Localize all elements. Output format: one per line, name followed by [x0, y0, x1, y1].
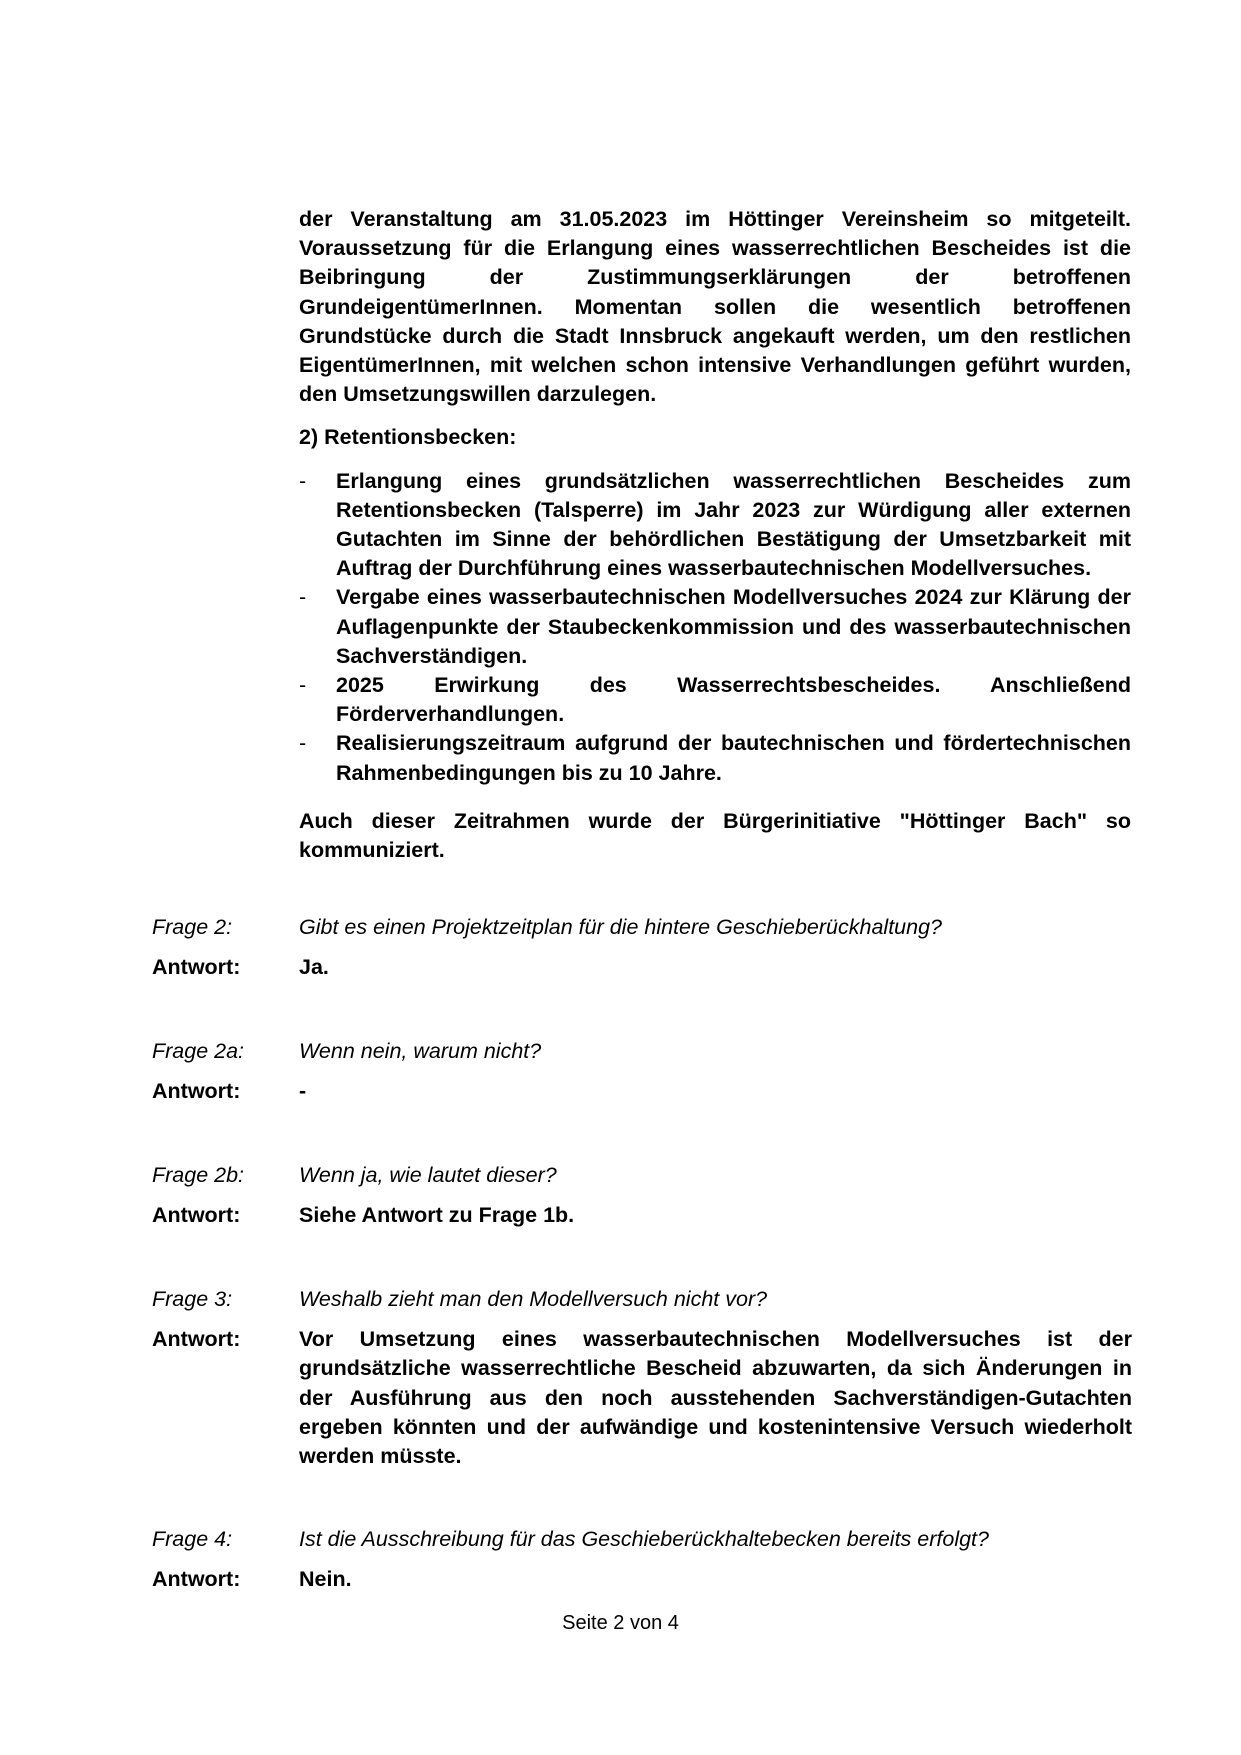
answer-label: Antwort: — [152, 1327, 241, 1352]
question-text: Weshalb zieht man den Modellversuch nicht vor? — [299, 1287, 768, 1311]
question-label: Frage 2: — [152, 915, 233, 939]
answer-row — [152, 1201, 1132, 1230]
section-heading-retentionsbecken: 2) Retentionsbecken: — [299, 425, 517, 450]
intro-section — [299, 205, 1131, 865]
qa-block-frage-2a — [152, 1037, 1132, 1106]
retention-bullet-list — [299, 467, 1131, 788]
list-dash: - — [299, 673, 307, 698]
list-dash: - — [299, 731, 307, 756]
question-row — [152, 1525, 1132, 1554]
answer-row — [152, 1325, 1132, 1471]
list-item-text: Vergabe eines wasserbautechnischen Modellversuches 2024 zur Klärung der Auflagenpunkte der Staubeckenkommission und des wasserbautechnischen Sachverständigen. — [336, 585, 1131, 668]
question-text: Wenn ja, wie lautet dieser? — [299, 1163, 557, 1187]
qa-block-frage-2 — [152, 913, 1132, 982]
answer-text: Ja. — [299, 955, 329, 980]
answer-row — [152, 1565, 1132, 1594]
question-label: Frage 3: — [152, 1287, 233, 1311]
answer-text: Nein. — [299, 1567, 352, 1592]
question-text: Wenn nein, warum nicht? — [299, 1039, 542, 1063]
question-row — [152, 1285, 1132, 1314]
list-item — [299, 467, 1131, 584]
list-item-text: Erlangung eines grundsätzlichen wasserrechtlichen Bescheides zum Retentionsbecken (Talsperre) im Jahr 2023 zur Würdigung aller externen Gutachten im Sinne der behördlichen Bestätigung der Umsetzbarkeit mit Auftrag der Durchführung eines wasserbautechnischen Modellversuches. — [336, 468, 1131, 581]
intro-paragraph: der Veranstaltung am 31.05.2023 im Höttinger Vereinsheim so mitgeteilt. Voraussetzung für die Erlangung eines wasserrechtlichen Bescheides ist die Beibringung der Zustimmungserklärungen der betroffenen GrundeigentümerInnen. Momentan sollen die wesentlich betroffenen Grundstücke durch die Stadt Innsbruck angekauft werden, um den restlichen EigentümerInnen, mit welchen schon intensive Verhandlungen geführt wurden, den Umsetzungswillen darzulegen. — [299, 207, 1131, 407]
question-text: Gibt es einen Projektzeitplan für die hintere Geschieberückhaltung? — [299, 915, 942, 939]
question-row — [152, 913, 1132, 942]
answer-text: - — [299, 1079, 307, 1104]
list-dash: - — [299, 468, 307, 493]
list-dash: - — [299, 585, 307, 610]
list-item — [299, 729, 1131, 787]
answer-text: Vor Umsetzung eines wasserbautechnischen Modellversuches ist der grundsätzliche wasserrechtliche Bescheid abzuwarten, da sich Änderungen in der Ausführung aus den noch ausstehenden Sachverständigen-Gutachten ergeben könnten und der aufwändige und kostenintensive Versuch wiederholt werden müsste. — [299, 1327, 1132, 1469]
question-row — [152, 1037, 1132, 1066]
answer-row — [152, 953, 1132, 982]
question-row — [152, 1161, 1132, 1190]
question-label: Frage 2b: — [152, 1163, 245, 1187]
answer-label: Antwort: — [152, 1567, 241, 1592]
list-item-text: Realisierungszeitraum aufgrund der bautechnischen und fördertechnischen Rahmenbedingungen bis zu 10 Jahre. — [336, 731, 1131, 785]
question-label: Frage 4: — [152, 1527, 233, 1551]
qa-block-frage-2b — [152, 1161, 1132, 1230]
list-item — [299, 671, 1131, 729]
list-item — [299, 583, 1131, 671]
answer-label: Antwort: — [152, 955, 241, 980]
qa-block-frage-3 — [152, 1285, 1132, 1471]
answer-label: Antwort: — [152, 1079, 241, 1104]
question-label: Frage 2a: — [152, 1039, 245, 1063]
closing-paragraph: Auch dieser Zeitrahmen wurde der Bürgerinitiative "Höttinger Bach" so kommuniziert. — [299, 808, 1131, 863]
qa-block-frage-4 — [152, 1525, 1132, 1594]
answer-label: Antwort: — [152, 1203, 241, 1228]
question-text: Ist die Ausschreibung für das Geschieberückhaltebecken bereits erfolgt? — [299, 1527, 989, 1551]
list-item-text: 2025 Erwirkung des Wasserrechtsbescheides. Anschließend Förderverhandlungen. — [336, 673, 1131, 727]
answer-row — [152, 1077, 1132, 1106]
answer-text: Siehe Antwort zu Frage 1b. — [299, 1203, 575, 1228]
page-number-footer: Seite 2 von 4 — [562, 1612, 679, 1634]
